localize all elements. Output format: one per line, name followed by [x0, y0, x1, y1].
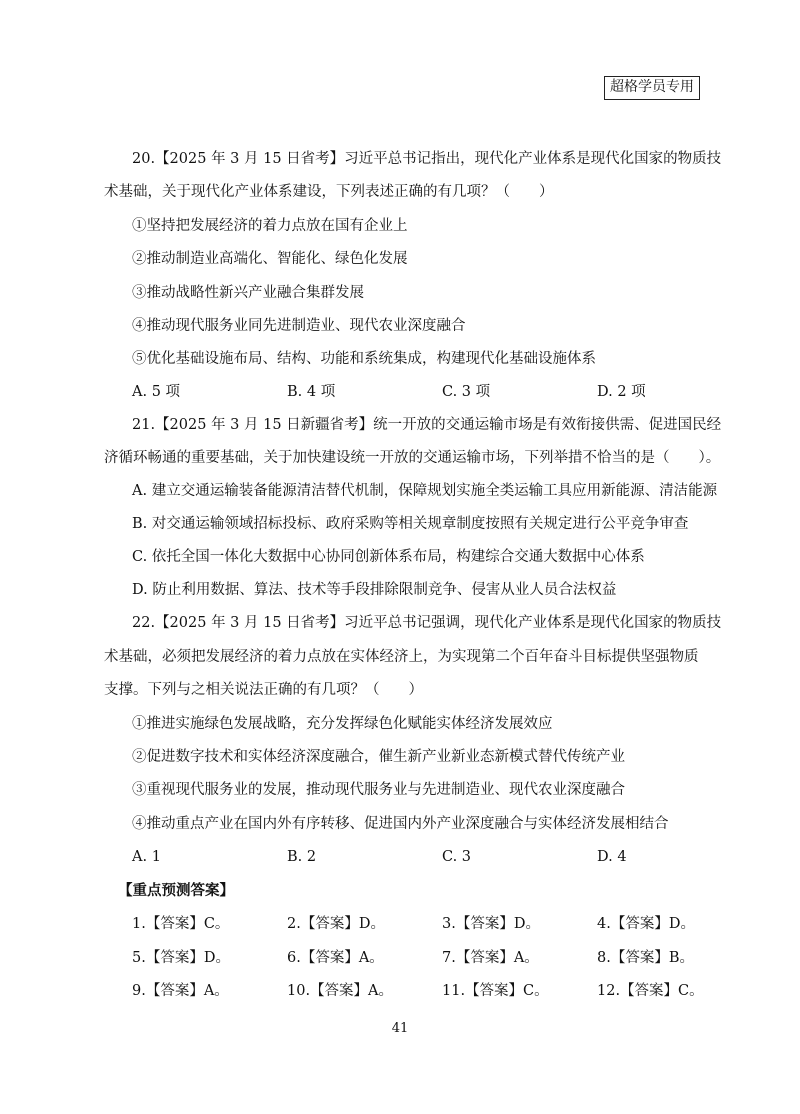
question-22-options	[132, 847, 692, 867]
answer-4: 4.【答案】D。	[597, 916, 695, 932]
question-22-item-3: ③重视现代服务业的发展，推动现代服务业与先进制造业、现代农业深度融合	[132, 782, 625, 798]
answer-5: 5.【答案】D。	[132, 950, 230, 966]
answers-row-2	[132, 948, 692, 968]
question-22-item-4: ④推动重点产业在国内外有序转移、促进国内外产业深度融合与实体经济发展相结合	[132, 816, 669, 832]
option-c: C. 3 项	[442, 384, 491, 400]
answers-row-1	[132, 914, 695, 934]
question-20-item-4: ④推动现代服务业同先进制造业、现代农业深度融合	[132, 318, 466, 334]
question-20-item-2: ②推动制造业高端化、智能化、绿色化发展	[132, 251, 408, 267]
option-b: B. 4 项	[287, 384, 336, 400]
answer-3: 3.【答案】D。	[442, 916, 540, 932]
question-20-item-1: ①坚持把发展经济的着力点放在国有企业上	[132, 218, 408, 234]
page-number: 41	[391, 1021, 409, 1036]
question-22-stem-line1: 22.【2025 年 3 月 15 日省考】习近平总书记强调，现代化产业体系是现代化国家的物质技	[132, 615, 722, 631]
option-d: D. 2 项	[597, 384, 646, 400]
question-21-option-b: B. 对交通运输领域招标投标、政府采购等相关规章制度按照有关规定进行公平竞争审查	[132, 516, 689, 532]
answers-title: 【重点预测答案】	[118, 882, 234, 899]
answer-11: 11.【答案】C。	[442, 983, 549, 999]
question-22-item-1: ①推进实施绿色发展战略，充分发挥绿色化赋能实体经济发展效应	[132, 716, 553, 732]
answer-7: 7.【答案】A。	[442, 950, 539, 966]
answers-row-3	[132, 981, 704, 1001]
question-20-stem-line2: 术基础，关于现代化产业体系建设，下列表述正确的有几项？（ ）	[104, 184, 554, 200]
answer-8: 8.【答案】B。	[597, 950, 694, 966]
question-20-item-3: ③推动战略性新兴产业融合集群发展	[132, 285, 364, 301]
question-20-options	[132, 382, 692, 402]
question-20-stem-line1: 20.【2025 年 3 月 15 日省考】习近平总书记指出，现代化产业体系是现代化国家的物质技	[132, 151, 722, 167]
question-22-item-2: ②促进数字技术和实体经济深度融合，催生新产业新业态新模式替代传统产业	[132, 749, 625, 765]
question-21-stem-line2: 济循环畅通的重要基础，关于加快建设统一开放的交通运输市场，下列举措不恰当的是（ ）。	[104, 450, 721, 466]
question-21-stem-line1: 21.【2025 年 3 月 15 日新疆省考】统一开放的交通运输市场是有效衔接供需、促进国民经	[132, 417, 722, 433]
question-21-option-c: C. 依托全国一体化大数据中心协同创新体系布局，构建综合交通大数据中心体系	[132, 549, 645, 565]
answer-10: 10.【答案】A。	[287, 983, 394, 999]
question-22-stem-line3: 支撑。下列与之相关说法正确的有几项？（ ）	[104, 682, 423, 698]
option-d: D. 4	[597, 849, 627, 865]
option-b: B. 2	[287, 849, 317, 865]
question-21-option-d: D. 防止利用数据、算法、技术等手段排除限制竞争、侵害从业人员合法权益	[132, 582, 617, 598]
answer-9: 9.【答案】A。	[132, 983, 229, 999]
member-only-badge: 超格学员专用	[604, 76, 700, 100]
question-20-item-5: ⑤优化基础设施布局、结构、功能和系统集成，构建现代化基础设施体系	[132, 351, 596, 367]
option-a: A. 5 项	[132, 384, 181, 400]
question-21-option-a: A. 建立交通运输装备能源清洁替代机制，保障规划实施全类运输工具应用新能源、清洁能源	[132, 483, 718, 499]
answer-1: 1.【答案】C。	[132, 916, 230, 932]
option-c: C. 3	[442, 849, 472, 865]
answer-12: 12.【答案】C。	[597, 983, 704, 999]
answer-2: 2.【答案】D。	[287, 916, 385, 932]
question-22-stem-line2: 术基础，必须把发展经济的着力点放在实体经济上，为实现第二个百年奋斗目标提供坚强物质	[104, 649, 699, 665]
option-a: A. 1	[132, 849, 161, 865]
answer-6: 6.【答案】A。	[287, 950, 384, 966]
